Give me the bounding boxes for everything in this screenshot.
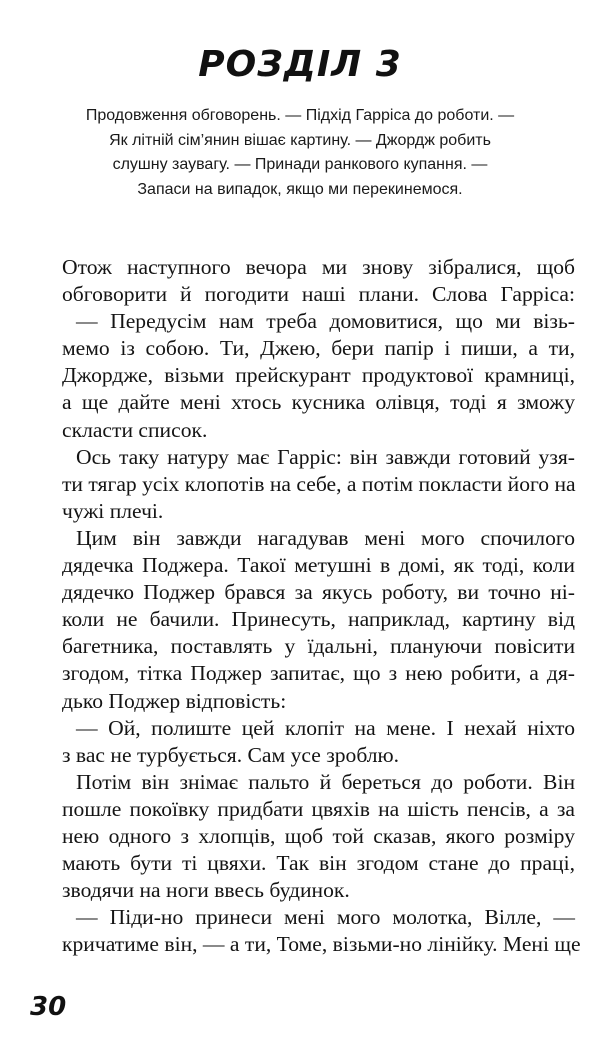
text-line: мають бути ті цвяхи. Так він згодом стане до праці, bbox=[62, 851, 575, 876]
body-text bbox=[62, 254, 581, 958]
text-line: коли не бачили. Принесуть, наприклад, картину від bbox=[62, 607, 575, 632]
chapter-summary bbox=[60, 104, 540, 202]
text-line: багетника, поставлять у їдальні, плануючи повісити bbox=[62, 634, 575, 659]
summary-line: Як літній сім’янин вішає картину. — Джордж робить bbox=[109, 131, 491, 149]
summary-line: Продовження обговорень. — Підхід Гарріса до роботи. — bbox=[85, 107, 515, 124]
text-line: — Передусім нам треба домовитися, що ми візь- bbox=[76, 309, 575, 334]
text-line: Джордже, візьми прейскурант продуктової крамниці, bbox=[62, 363, 575, 388]
text-line: дядечко Поджер брався за якусь роботу, ви точно ні- bbox=[62, 580, 575, 605]
text-line: згодом, тітка Поджер запитає, що з нею робити, а дя- bbox=[62, 661, 575, 686]
text-line: дько Поджер відповість: bbox=[62, 688, 287, 713]
text-line: а ще дайте мені хтось кусника олівця, тоді я зможу bbox=[62, 390, 575, 415]
text-line: скласти список. bbox=[62, 417, 208, 442]
text-line: дядечка Поджера. Такої метушні в домі, як тоді, коли bbox=[62, 553, 575, 578]
text-line: — Ой, полиште цей клопіт на мене. І нехай ніхто bbox=[76, 715, 575, 740]
text-line: Цим він завжди нагадував мені мого спочилого bbox=[76, 525, 575, 550]
text-line: чужі плечі. bbox=[62, 498, 164, 523]
summary-line: Запаси на випадок, якщо ми перекинемося. bbox=[137, 180, 463, 198]
text-line: ти тягар усіх клопотів на себе, а потім покласти його на bbox=[62, 471, 576, 496]
text-line: мемо із собою. Ти, Джею, бери папір і пиши, а ти, bbox=[62, 336, 575, 361]
text-line: з вас не турбується. Сам усе зроблю. bbox=[62, 742, 400, 767]
text-line: Потім він знімає пальто й береться до роботи. Він bbox=[76, 769, 575, 794]
summary-line: слушну заувагу. — Принади ранкового купання. — bbox=[112, 156, 488, 173]
page-number: 30 bbox=[30, 992, 67, 1022]
text-line: Отож наступного вечора ми знову зібралися, щоб bbox=[62, 255, 575, 279]
text-line: пошле покоївку придбати цвяхів на шість пенсів, а за bbox=[62, 796, 575, 821]
text-line: Ось таку натуру має Гарріс: він завжди готовий узя- bbox=[76, 444, 575, 469]
text-line: кричатиме він, — а ти, Томе, візьми-но лінійку. Мені ще bbox=[62, 932, 581, 957]
text-line: обговорити й погодити наші плани. Слова Гарріса: bbox=[62, 282, 575, 307]
chapter-title: РОЗДІЛ 3 bbox=[198, 44, 402, 85]
text-line: — Піди-но принеси мені мого молотка, Вілле, — bbox=[76, 905, 575, 930]
text-line: зводячи на ноги ввесь будинок. bbox=[62, 878, 350, 903]
text-line: нею одного з хлопців, щоб той сказав, якого розміру bbox=[62, 823, 575, 848]
